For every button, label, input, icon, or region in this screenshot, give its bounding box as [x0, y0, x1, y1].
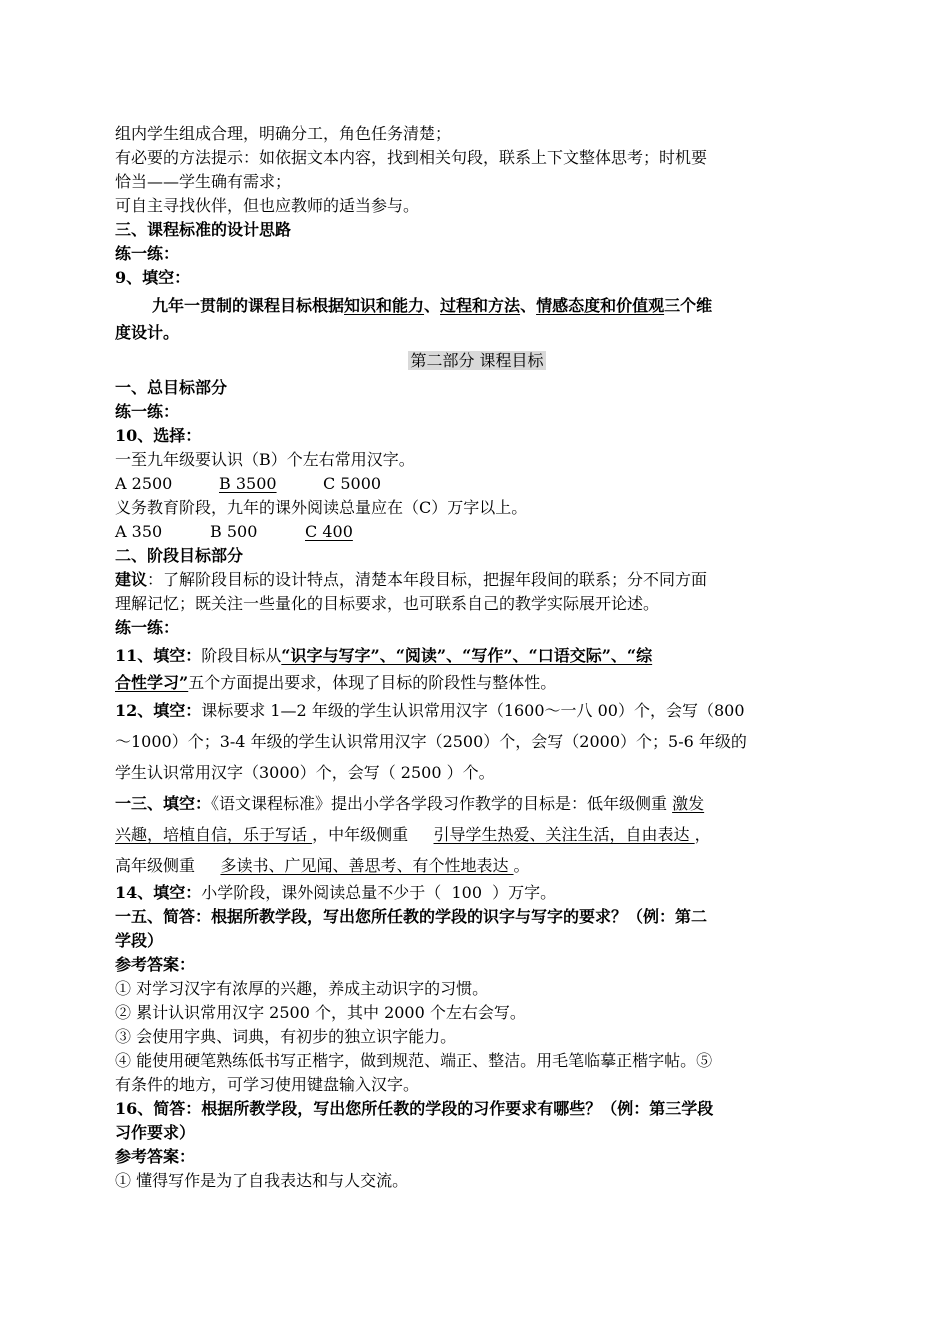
text-span: 、: [520, 296, 537, 315]
text-span: 阶段目标从: [201, 646, 282, 665]
question-label: 12、填空：: [115, 701, 202, 720]
text-line: ～1000）个；3-4 年级的学生认识常用汉字（2500）个，会写（2000）个；5-6 年级的: [115, 732, 747, 751]
question-label: 9、填空：: [115, 268, 191, 287]
answer-blank: “识字与写字”、“阅读”、“写作”、“口语交际”、“综: [281, 646, 653, 665]
option: A 2500: [115, 474, 173, 493]
answer-blank: 知识和能力: [344, 296, 425, 315]
text-span: 。: [513, 856, 530, 875]
answer-line: ③ 会使用字典、词典，有初步的独立识字能力。: [115, 1027, 457, 1046]
question-15-text: 一五、简答：根据所教学段，写出您所任教的学段的识字与写字的要求？（例：第二: [115, 907, 708, 926]
text-span: 三个维: [664, 296, 713, 315]
part-title: [115, 345, 839, 376]
answer-blank: 情感态度和价值观: [536, 296, 665, 315]
option-row: [115, 520, 839, 544]
text-span: ，中年级侧重: [312, 825, 434, 844]
answer-line: ④ 能使用硬笔熟练低书写正楷字，做到规范、端正、整洁。用毛笔临摹正楷字帖。⑤: [115, 1051, 713, 1070]
answer-label: 参考答案：: [115, 1147, 196, 1166]
option: A 350: [115, 522, 163, 541]
answer-blank: 合性学习”: [115, 673, 189, 692]
question-11-text: [115, 640, 839, 671]
question-14-text: [115, 881, 839, 905]
suggestion-label: 建议: [115, 570, 148, 589]
text-span: 小学阶段，课外阅读总量不少于（ 100 ）万字。: [201, 883, 557, 902]
answer-blank: 兴趣，培植自信，乐于写话: [115, 825, 313, 844]
part-title-text: 第二部分 课程目标: [410, 351, 544, 370]
text-line: 义务教育阶段，九年的课外阅读总量应在（C）万字以上。: [115, 498, 528, 517]
question-9-text: [115, 290, 839, 321]
answer-blank: 激发: [672, 794, 705, 813]
text-span: 、: [424, 296, 441, 315]
suggestion-text: [115, 568, 839, 592]
option: B 500: [210, 522, 258, 541]
text-line: 学生认识常用汉字（3000）个，会写（ 2500 ）个。: [115, 763, 495, 782]
answer-line: 有条件的地方，可学习使用键盘输入汉字。: [115, 1075, 420, 1094]
text-line: 理解记忆；既关注一些量化的目标要求，也可联系自己的教学实际展开论述。: [115, 594, 660, 613]
document-page: [115, 122, 839, 1193]
section-heading: 三、课程标准的设计思路: [115, 220, 292, 239]
text-span: 五个方面提出要求，体现了目标的阶段性与整体性。: [188, 673, 557, 692]
text-span: 高年级侧重: [115, 856, 221, 875]
answer-line: ① 懂得写作是为了自我表达和与人交流。: [115, 1171, 409, 1190]
question-label: 10、选择：: [115, 426, 202, 445]
question-16-text: 习作要求）: [115, 1123, 196, 1142]
text-line: 恰当——学生确有需求；: [115, 172, 292, 191]
section-heading: 二、阶段目标部分: [115, 546, 244, 565]
question-13-text: [115, 850, 839, 881]
question-12-text: [115, 695, 839, 726]
question-11-text: [115, 671, 839, 695]
question-label: 14、填空：: [115, 883, 202, 902]
practice-label: 练一练：: [115, 402, 180, 421]
question-13-text: [115, 788, 839, 819]
option-correct: B 3500: [219, 474, 277, 493]
option-row: [115, 472, 839, 496]
section-heading: 一、总目标部分: [115, 378, 228, 397]
practice-label: 练一练：: [115, 244, 180, 263]
answer-blank: 多读书、广见闻、善思考、有个性地表达: [220, 856, 514, 875]
text-line: 可自主寻找伙伴，但也应教师的适当参与。: [115, 196, 420, 215]
question-label: 一三、填空：: [115, 794, 212, 813]
text-span: 九年一贯制的课程目标根据: [152, 296, 345, 315]
question-13-text: [115, 819, 839, 850]
option-correct: C 400: [305, 522, 353, 541]
answer-blank: 过程和方法: [440, 296, 521, 315]
question-label: 11、填空：: [115, 646, 202, 665]
question-15-text: 学段）: [115, 931, 164, 950]
question-16-text: 16、简答：根据所教学段，写出您所任教的学段的习作要求有哪些？（例：第三学段: [115, 1099, 714, 1118]
text-line: 一至九年级要认识（B）个左右常用汉字。: [115, 450, 415, 469]
text-span: 课标要求 1—2 年级的学生认识常用汉字（1600～一八 00）个，会写（800: [201, 701, 745, 720]
answer-line: ② 累计认识常用汉字 2500 个，其中 2000 个左右会写。: [115, 1003, 526, 1022]
text-line: 度设计。: [115, 323, 180, 342]
text-span: ：了解阶段目标的设计特点，清楚本年段目标，把握年段间的联系；分不同方面: [147, 570, 708, 589]
text-line: 组内学生组成合理，明确分工，角色任务清楚；: [115, 124, 452, 143]
practice-label: 练一练：: [115, 618, 180, 637]
answer-blank: 引导学生热爱、关注生活，自由表达: [433, 825, 695, 844]
text-span: ，: [694, 825, 711, 844]
answer-line: ① 对学习汉字有浓厚的兴趣，养成主动识字的习惯。: [115, 979, 489, 998]
option: C 5000: [323, 474, 382, 493]
text-span: 《语文课程标准》提出小学各学段习作教学的目标是：低年级侧重: [211, 794, 673, 813]
text-line: 有必要的方法提示：如依据文本内容，找到相关句段，联系上下文整体思考；时机要: [115, 148, 708, 167]
answer-label: 参考答案：: [115, 955, 196, 974]
